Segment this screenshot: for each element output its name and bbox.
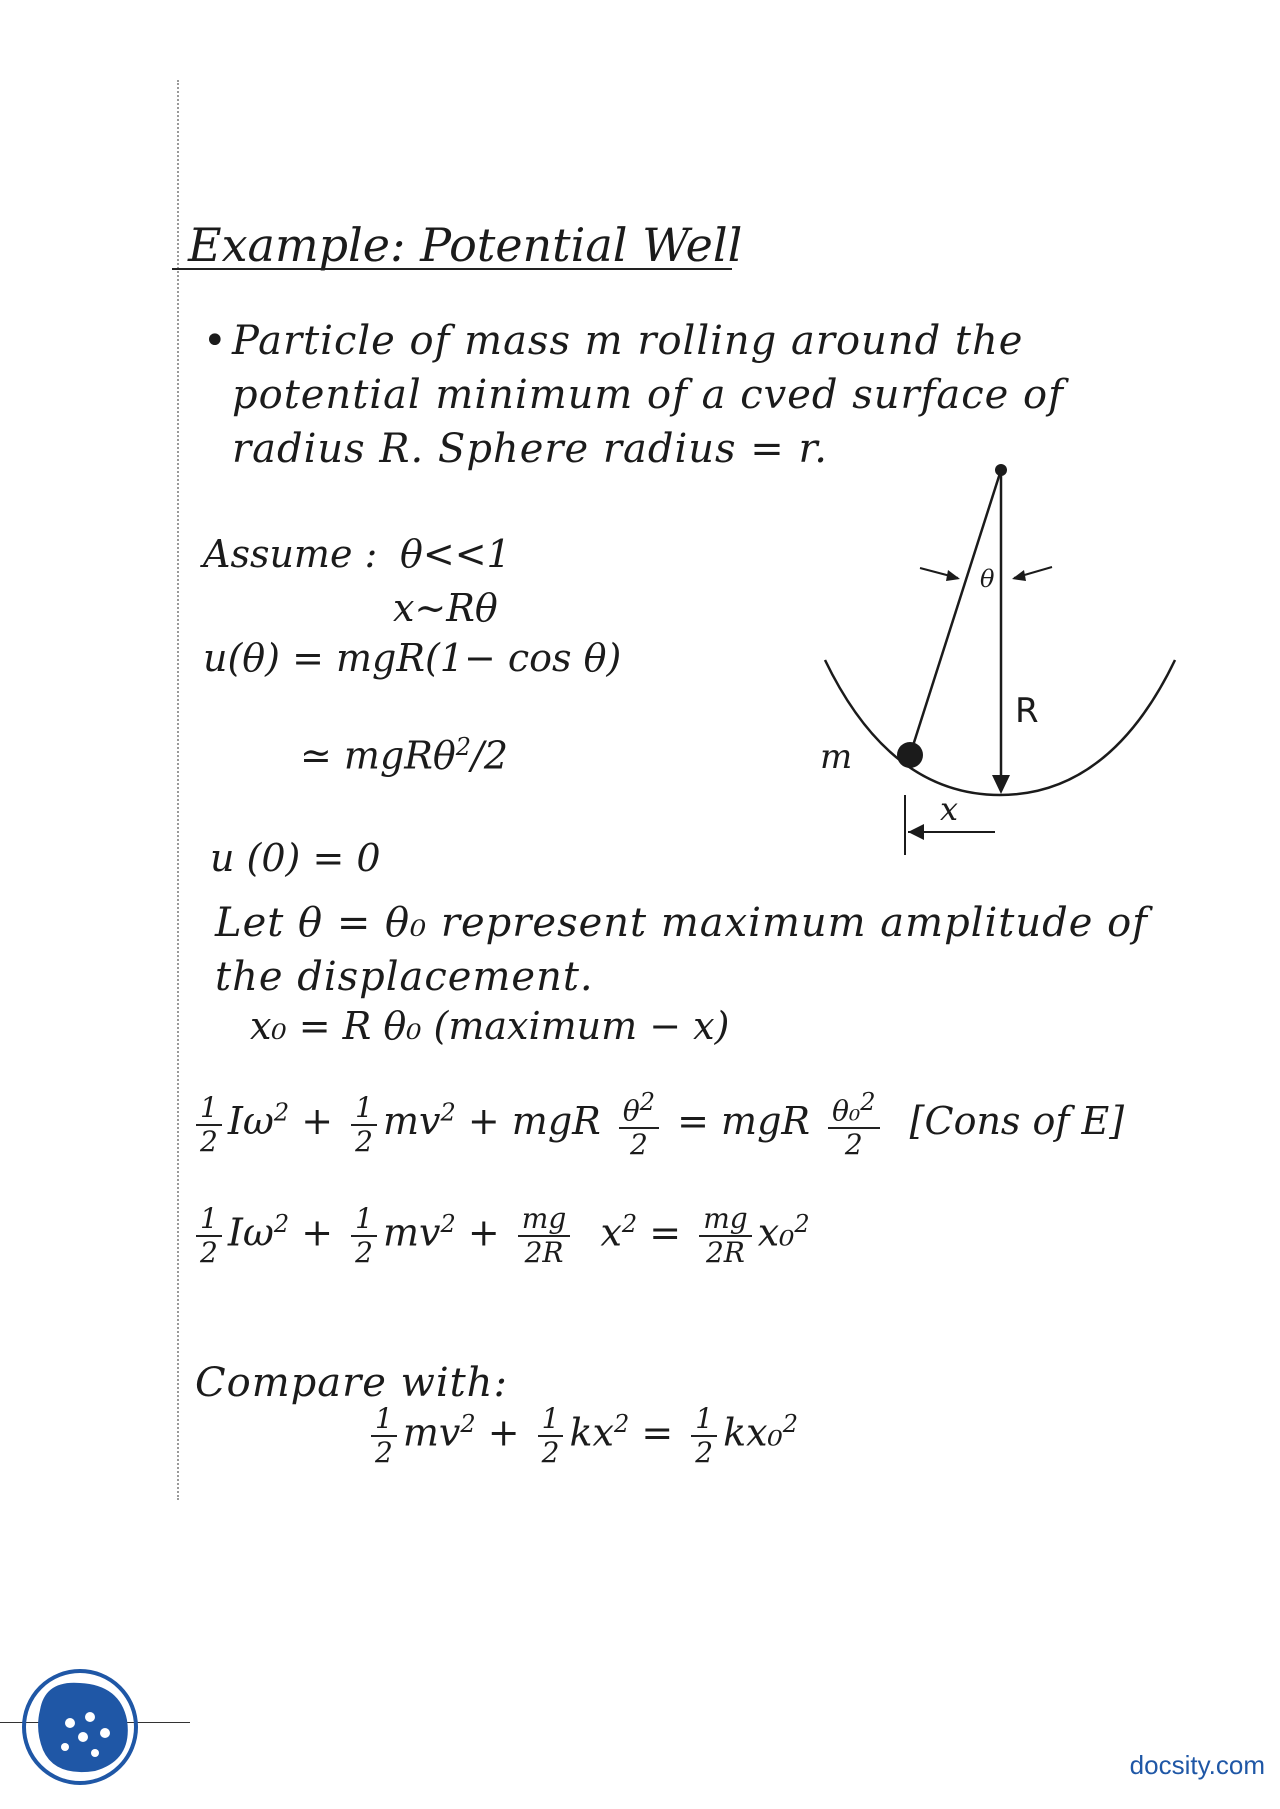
logo-dot xyxy=(100,1728,110,1738)
frac-half-1b: $\frac{1}{2}$ xyxy=(351,1094,377,1156)
footer-watermark[interactable]: docsity.com xyxy=(1129,1750,1265,1780)
assume-label: Assume : xyxy=(203,532,378,576)
radius-arrowhead xyxy=(992,775,1010,794)
particle-mass xyxy=(897,742,923,768)
potential-approx-tail: /2 xyxy=(471,733,509,778)
let-line-1: Let θ = θ₀ represent maximum amplitude of xyxy=(215,900,1148,946)
potential-at-zero: u (0) = 0 xyxy=(210,836,381,880)
diagram-r-label: R xyxy=(1015,691,1039,731)
energy-equation-2: $\frac{1}{2}$ $I\omega^2$ + $\frac{1}{2}$ $mv^2$ + $\frac{mg}{2R}$ $x^2$ = $\frac{mg}{2R}$ x₀$^2$ xyxy=(190,1205,810,1267)
intro-line-2: potential minimum of a cved surface of xyxy=(232,372,1064,418)
potential-approx-square: 2 xyxy=(455,733,472,761)
energy-equation-1: $\frac{1}{2}$ $I\omega^2$ + $\frac{1}{2}$ $mv^2$ + mgR $\frac{\theta^2}{2}$ = mgR $\frac{\theta_0^2}{2}$ [Cons of E] xyxy=(190,1090,1124,1159)
intro-line-3: radius R. Sphere radius = r. xyxy=(232,426,828,472)
diagram-m-label: m xyxy=(820,737,853,777)
potential-approx xyxy=(300,733,508,778)
x-arrowhead xyxy=(908,824,924,840)
logo-blob xyxy=(38,1683,128,1772)
frac-mg-2R: $\frac{mg}{2R}$ xyxy=(518,1205,570,1267)
intro-line-1: Particle of mass m rolling around the xyxy=(232,318,1024,364)
logo-dot xyxy=(91,1749,99,1757)
let-line-2: the displacement. xyxy=(215,954,594,1000)
compare-equation: $\frac{1}{2}$ $mv^2$ + $\frac{1}{2}$ $kx^2$ = $\frac{1}{2}$ kx₀$^2$ xyxy=(365,1405,798,1467)
let-line-3: x₀ = R θ₀ (maximum − x) xyxy=(250,1004,730,1048)
potential-well-diagram xyxy=(790,450,1190,870)
bullet: • xyxy=(203,318,228,364)
pendulum-line xyxy=(910,470,1001,755)
theta-arrowhead-left xyxy=(946,570,960,581)
frac-theta-sq: $\frac{\theta^2}{2}$ xyxy=(619,1090,659,1159)
compare-label: Compare with: xyxy=(195,1360,508,1406)
assume-cond-2: x∼Rθ xyxy=(393,586,498,630)
logo-dot xyxy=(85,1712,95,1722)
docsity-logo xyxy=(15,1665,165,1785)
logo-dot xyxy=(61,1743,69,1751)
theta-arrowhead-right xyxy=(1012,570,1026,581)
pivot-dot xyxy=(995,464,1007,476)
potential-approx-lead: ≃ mgR xyxy=(300,733,433,778)
potential-equation: u(θ) = mgR(1− cos θ) xyxy=(203,636,622,680)
diagram-theta-label: θ xyxy=(980,565,995,593)
potential-approx-theta: θ xyxy=(432,733,456,778)
logo-dot xyxy=(78,1732,88,1742)
margin-line xyxy=(177,80,179,1500)
assume-cond-1: θ<<1 xyxy=(400,532,511,576)
frac-theta0-sq: $\frac{\theta_0^2}{2}$ xyxy=(828,1090,879,1159)
diagram-x-label: x xyxy=(940,790,959,828)
frac-half-1a: $\frac{1}{2}$ xyxy=(196,1094,222,1156)
title-underline xyxy=(172,268,732,270)
page-title: Example: Potential Well xyxy=(188,218,743,272)
conservation-note: [Cons of E] xyxy=(909,1099,1125,1144)
logo-dot xyxy=(65,1718,75,1728)
